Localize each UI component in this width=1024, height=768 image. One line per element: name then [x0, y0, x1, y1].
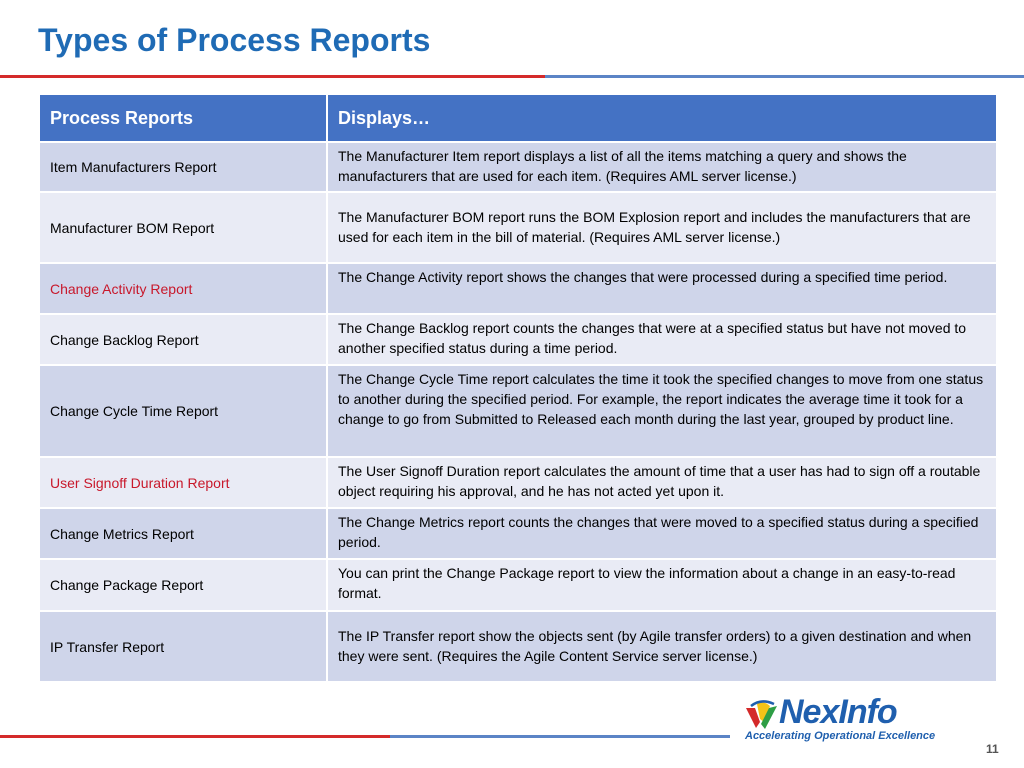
column-header-displays: Displays… [327, 94, 997, 142]
report-description: The Manufacturer BOM report runs the BOM Explosion report and includes the manufacturers that are used for each item in the bill of material. (Requires AML server license.) [327, 192, 997, 263]
table-row [39, 263, 997, 314]
table-row [39, 365, 997, 457]
footer-divider-red [0, 735, 390, 738]
report-description: The IP Transfer report show the objects sent (by Agile transfer orders) to a given destination and when they were sent. (Requires the Agile Content Service server license.) [327, 611, 997, 682]
footer-divider-blue [390, 735, 730, 738]
slide-title: Types of Process Reports [38, 22, 431, 58]
table-row [39, 142, 997, 192]
report-name: User Signoff Duration Report [39, 457, 327, 508]
logo-tagline: Accelerating Operational Excellence [745, 730, 936, 742]
report-description: The Change Cycle Time report calculates the time it took the specified changes to move from one status to another during the specified period. For example, the report indicates the average time it took for a change to go from Submitted to Released each month during the last year, grouped by product line. [327, 365, 997, 457]
report-description: The Manufacturer Item report displays a list of all the items matching a query and shows the manufacturers that are used for each item. (Requires AML server license.) [327, 142, 997, 192]
table-row [39, 457, 997, 508]
table-header-row [39, 94, 997, 142]
report-description: The Change Backlog report counts the changes that were at a specified status but have not moved to another specified status during a time period. [327, 314, 997, 365]
footer-divider [0, 735, 730, 738]
report-name: Change Activity Report [39, 263, 327, 314]
table-row [39, 559, 997, 611]
table-row [39, 508, 997, 559]
page-number: 11 [986, 742, 999, 756]
table-row [39, 611, 997, 682]
logo-wordmark: NexInfo [779, 693, 897, 731]
report-description: The Change Activity report shows the changes that were processed during a specified time period. [327, 263, 997, 314]
report-name: Change Backlog Report [39, 314, 327, 365]
report-name: Change Cycle Time Report [39, 365, 327, 457]
report-description: The User Signoff Duration report calculates the amount of time that a user has had to sign off a routable object requiring his approval, and he has not acted yet upon it. [327, 457, 997, 508]
report-name: Change Package Report [39, 559, 327, 611]
nexinfo-logo [743, 693, 943, 744]
report-description: The Change Metrics report counts the changes that were moved to a specified status during a specified period. [327, 508, 997, 559]
title-divider-blue [545, 75, 1024, 78]
title-divider-red [0, 75, 545, 78]
column-header-process-reports: Process Reports [39, 94, 327, 142]
report-name: IP Transfer Report [39, 611, 327, 682]
table-row [39, 192, 997, 263]
process-reports-table [38, 93, 998, 683]
report-name: Item Manufacturers Report [39, 142, 327, 192]
logo-mark-icon [743, 698, 779, 732]
table-row [39, 314, 997, 365]
report-description: You can print the Change Package report to view the information about a change in an easy-to-read format. [327, 559, 997, 611]
report-name: Manufacturer BOM Report [39, 192, 327, 263]
title-divider [0, 75, 1024, 78]
report-name: Change Metrics Report [39, 508, 327, 559]
